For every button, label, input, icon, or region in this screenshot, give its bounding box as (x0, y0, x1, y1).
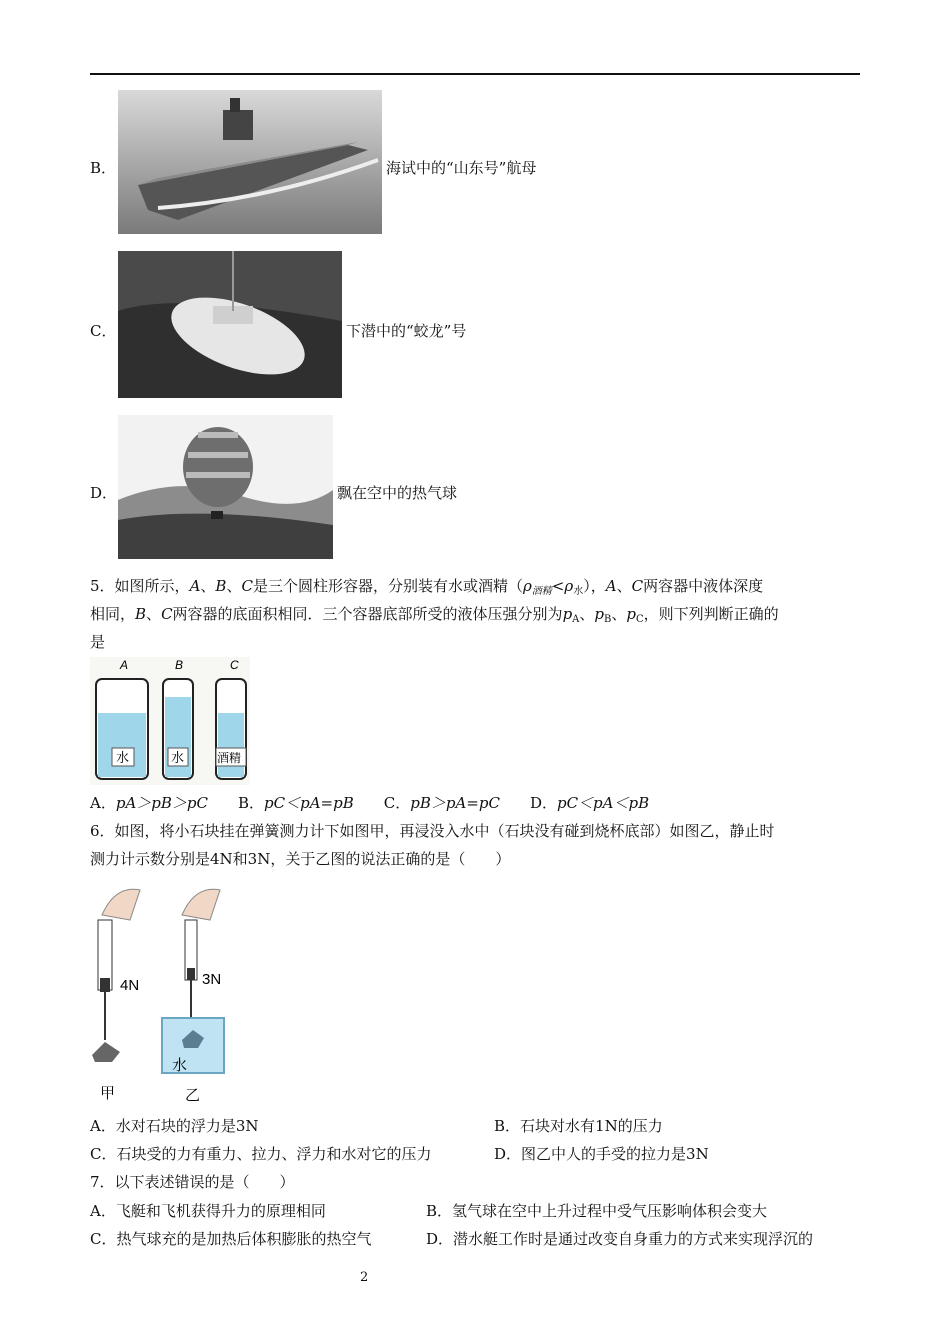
page-number: 2 (360, 1270, 369, 1285)
q5-choice-d[interactable]: D．pC＜pA＜pB (529, 794, 650, 812)
submersible-photo (118, 251, 342, 398)
label-left: 甲 (100, 1085, 116, 1102)
water-label: 水 (172, 1057, 188, 1074)
containers-figure (90, 657, 250, 785)
reading-left: 4N (120, 977, 140, 994)
label-right: 乙 (185, 1087, 201, 1104)
q5-line2: 相同，B、C两容器的底面积相同．三个容器底部所受的液体压强分别为$p_A$、$p_B$、$p_C$，则下列判断正确的 (90, 605, 779, 625)
container-b-liquid: 水 (171, 750, 185, 765)
q7-choice-c[interactable]: C．热气球充的是加热后体积膨胀的热空气 (90, 1230, 372, 1248)
option-b-letter: B． (90, 159, 117, 177)
option-c-caption: 下潜中的“蛟龙”号 (346, 322, 467, 340)
container-c-label: C (230, 658, 239, 672)
spring-scale-figure (90, 880, 250, 1105)
q7-choice-a[interactable]: A．飞艇和飞机获得升力的原理相同 (90, 1202, 326, 1220)
header-rule (90, 73, 860, 75)
option-d-letter: D． (90, 484, 118, 502)
container-b-label: B (175, 658, 184, 672)
q5-choice-a[interactable]: A．pA＞pB＞pC (90, 794, 208, 812)
q5-choice-c[interactable]: C．pB＞pA=pC (383, 794, 500, 812)
q6-choice-d[interactable]: D．图乙中人的手受的拉力是3N (494, 1145, 709, 1163)
q5-choices (90, 790, 649, 816)
hot-air-balloon-photo (118, 415, 333, 559)
q7-choice-d[interactable]: D．潜水艇工作时是通过改变自身重力的方式来实现浮沉的 (426, 1230, 814, 1248)
q6-choice-c[interactable]: C．石块受的力有重力、拉力、浮力和水对它的压力 (90, 1145, 432, 1163)
container-c-liquid: 酒精 (217, 751, 242, 765)
q7-stem: 7．以下表述错误的是（ ） (90, 1173, 295, 1191)
q6-line1: 6．如图，将小石块挂在弹簧测力计下如图甲，再浸没入水中（石块没有碰到烧杯底部）如图乙，静止时 (90, 822, 775, 840)
q6-line2: 测力计示数分别是4N和3N，关于乙图的说法正确的是（ ） (90, 850, 511, 868)
aircraft-carrier-photo (118, 90, 382, 234)
option-b-caption: 海试中的“山东号”航母 (386, 159, 537, 177)
q6-choice-b[interactable]: B．石块对水有1N的压力 (494, 1117, 663, 1135)
option-d-caption: 飘在空中的热气球 (337, 484, 458, 502)
q6-choice-a[interactable]: A．水对石块的浮力是3N (90, 1117, 259, 1135)
q7-choice-b[interactable]: B．氢气球在空中上升过程中受气压影响体积会变大 (426, 1202, 768, 1220)
option-c-letter: C． (90, 322, 117, 340)
reading-right: 3N (202, 971, 222, 988)
container-a-liquid: 水 (116, 750, 130, 765)
q5-line1: 5．如图所示，A、B、C是三个圆柱形容器，分别装有水或酒精$(\rho_{酒精}<\rho_水)$，A、C两容器中液体深度 (90, 577, 764, 597)
q5-choice-b[interactable]: B．pC＜pA=pB (237, 794, 354, 812)
container-a-label: A (120, 658, 129, 672)
q5-line3: 是 (90, 633, 106, 651)
